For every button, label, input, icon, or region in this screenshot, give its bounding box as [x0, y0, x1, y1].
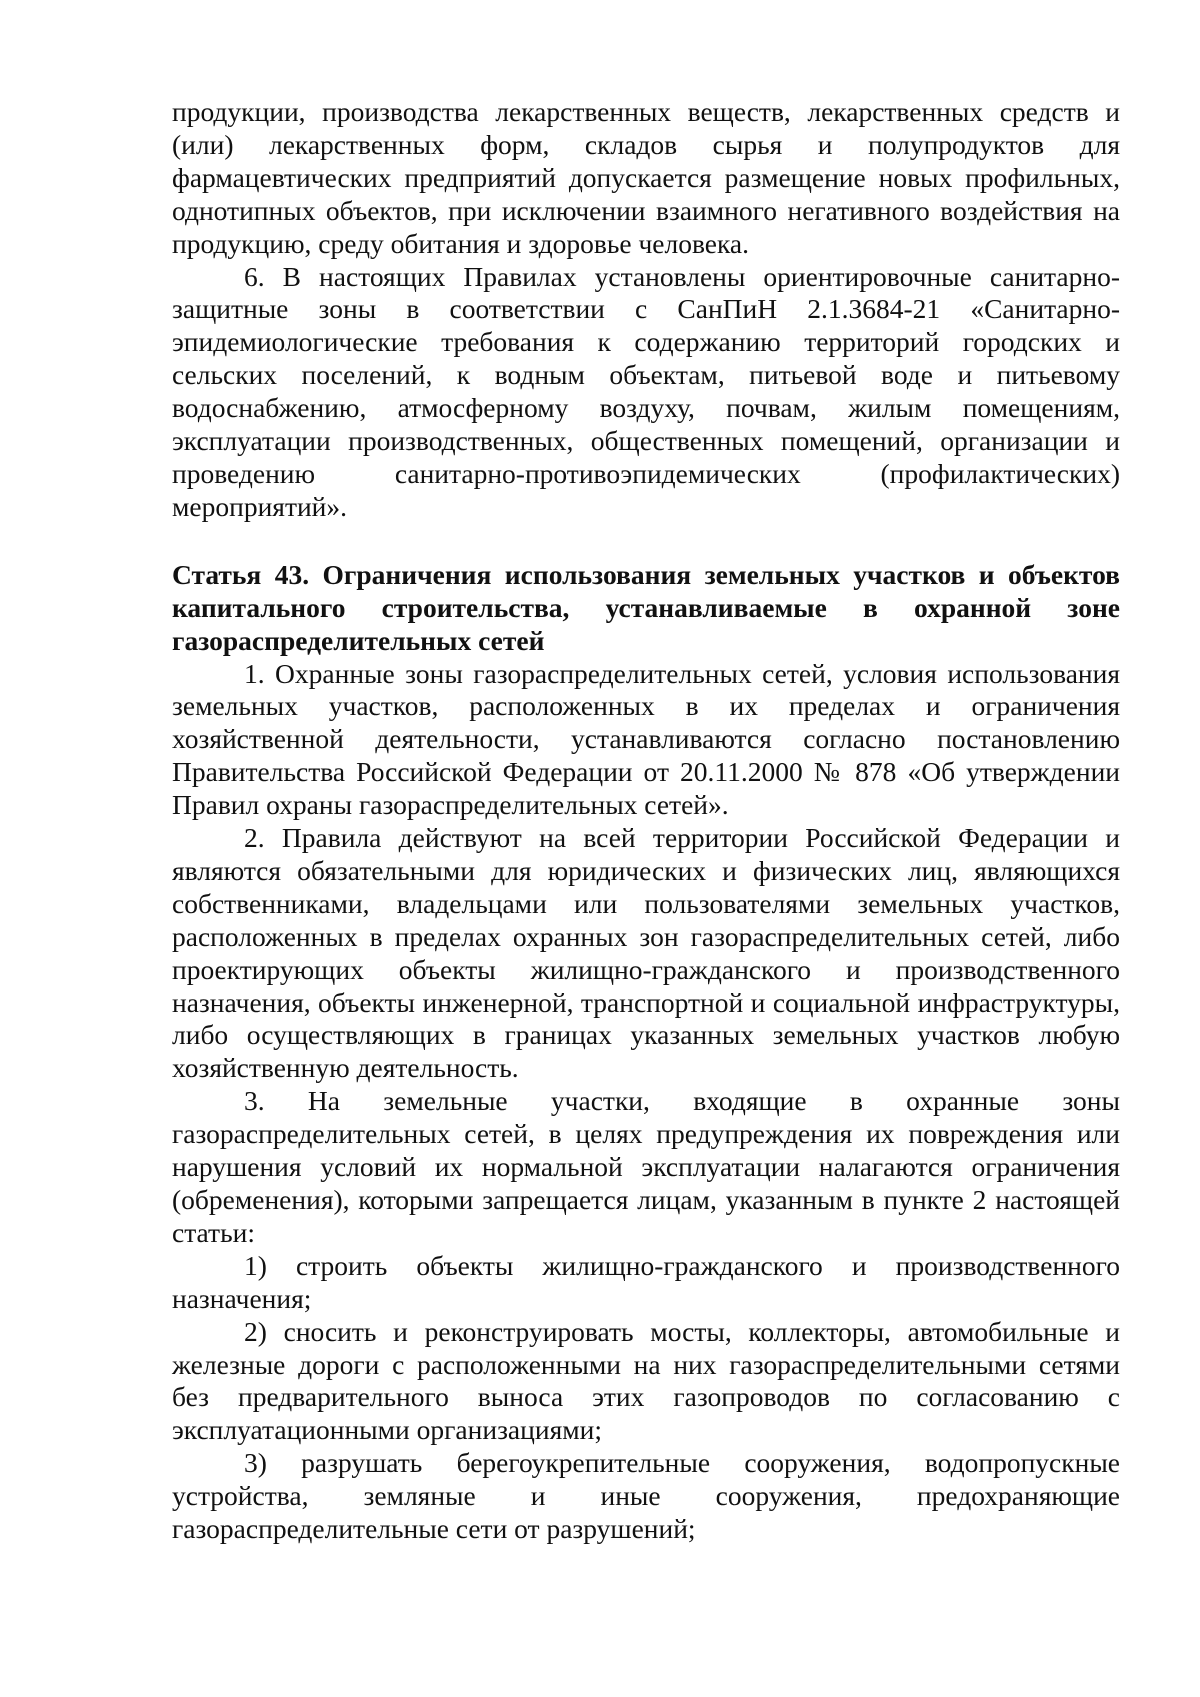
document-page [172, 96, 1120, 1546]
subpoint-3-paragraph: 3) разрушать берегоукрепительные сооружения, водопропускные устройства, земляные и иные сооружения, предохраняющие газораспределительные сети от разрушений; [172, 1447, 1120, 1545]
point-1-paragraph: 1. Охранные зоны газораспределительных сетей, условия использования земельных участков, расположенных в их пределах и ограничения хозяйственной деятельности, устанавливаются согласно постановлению Правительства Российской Федерации от 20.11.2000 № 878 «Об утверждении Правил охраны газораспределительных сетей». [172, 657, 1120, 821]
intro-paragraph: продукции, производства лекарственных веществ, лекарственных средств и (или) лекарственных форм, складов сырья и полупродуктов для фармацевтических предприятий допускается размещение новых профильных, однотипных объектов, при исключении взаимного негативного воздействия на продукцию, среду обитания и здоровье человека. [172, 96, 1120, 259]
point-2-paragraph: 2. Правила действуют на всей территории Российской Федерации и являются обязательными для юридических и физических лиц, являющихся собственниками, владельцами или пользователями земельных участков, расположенных в пределах охранных зон газораспределительных сетей, либо проектирующих объекты жилищно-гражданского и производственного назначения, объекты инженерной, транспортной и социальной инфраструктуры, либо осуществляющих в границах указанных земельных участков любую хозяйственную деятельность. [172, 822, 1120, 1084]
article-43-heading: Статья 43. Ограничения использования земельных участков и объектов капитального строительства, устанавливаемые в охранной зоне газораспределительных сетей [172, 558, 1120, 656]
point-3-paragraph: 3. На земельные участки, входящие в охранные зоны газораспределительных сетей, в целях предупреждения их повреждения или нарушения условий их нормальной эксплуатации налагаются ограничения (обременения), которыми запрещается лицам, указанным в пункте 2 настоящей статьи: [172, 1085, 1120, 1248]
subpoint-1-paragraph: 1) строить объекты жилищно-гражданского и производственного назначения; [172, 1249, 1120, 1314]
subpoint-2-paragraph: 2) сносить и реконструировать мосты, коллекторы, автомобильные и железные дороги с расположенными на них газораспределительными сетями без предварительного выноса этих газопроводов по согласованию с эксплуатационными организациями; [172, 1315, 1120, 1446]
item-6-paragraph: 6. В настоящих Правилах установлены ориентировочные санитарно-защитные зоны в соответствии с СанПиН 2.1.3684-21 «Санитарно-эпидемиологические требования к содержанию территорий городских и сельских поселений, к водным объектам, питьевой воде и питьевому водоснабжению, атмосферному воздуху, почвам, жилым помещениям, эксплуатации производственных, общественных помещений, организации и проведению санитарно-противоэпидемических (профилактических) мероприятий». [172, 260, 1120, 522]
